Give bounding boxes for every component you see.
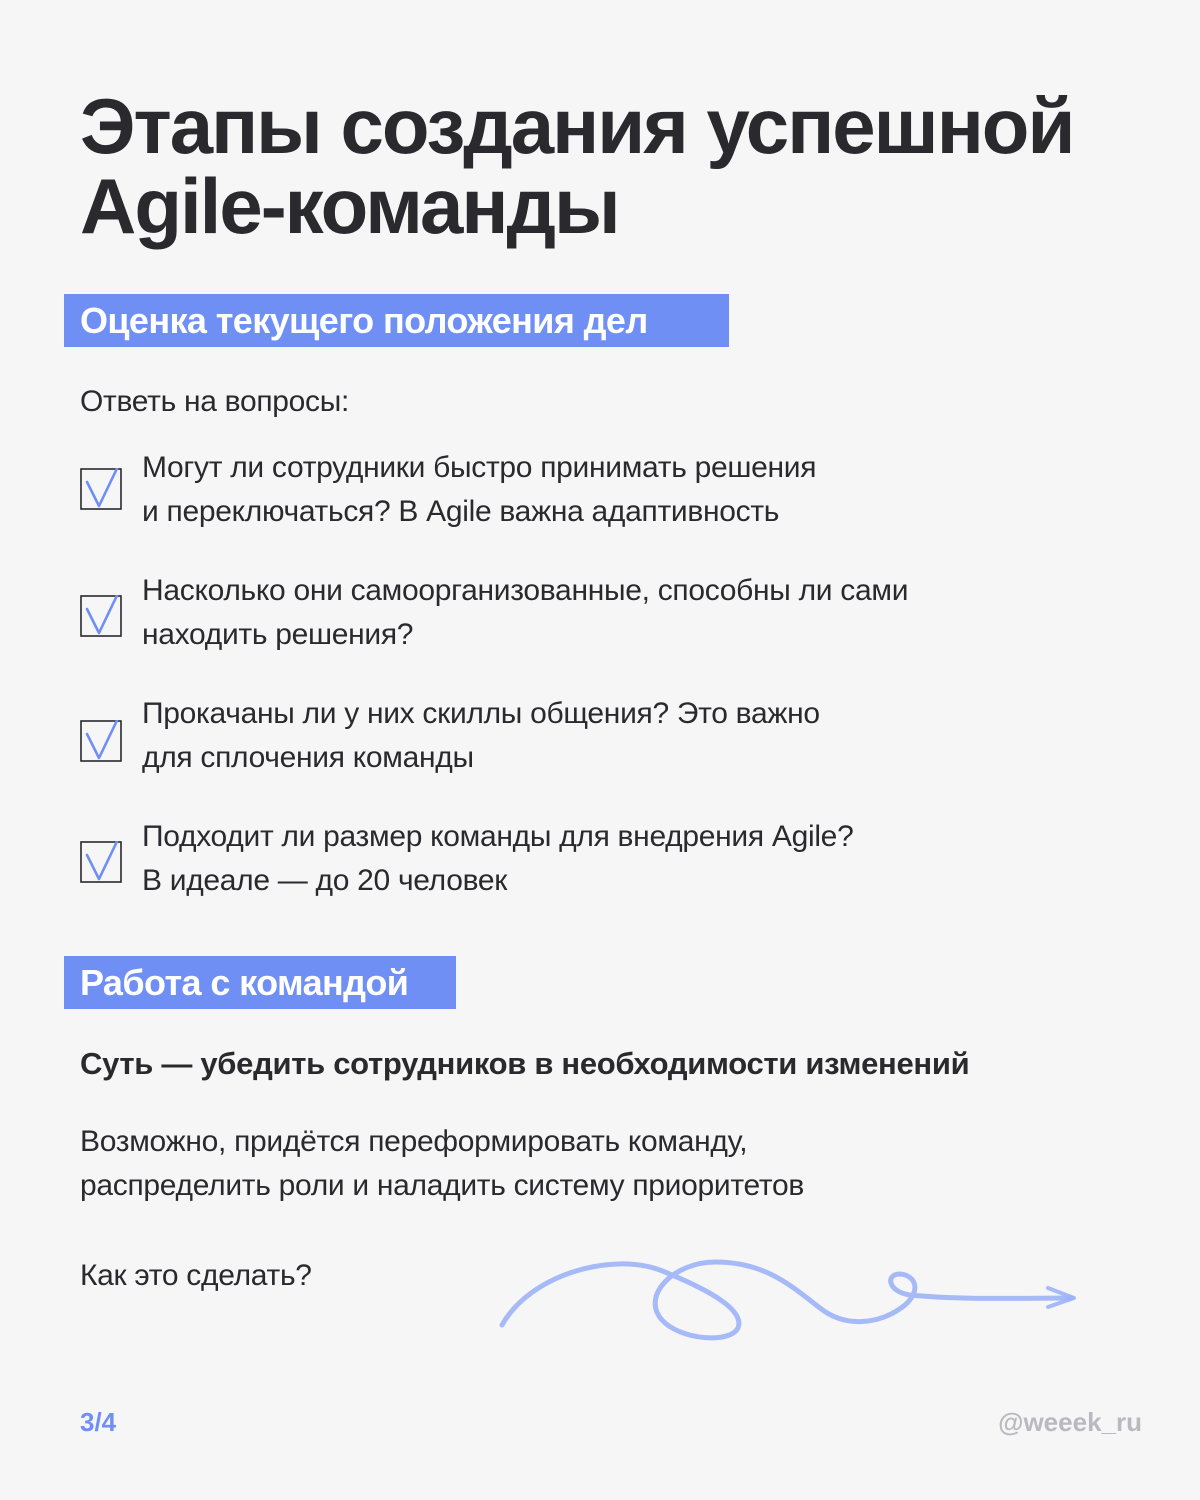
checklist-item-line: находить решения? [142, 618, 414, 651]
checklist-item-line: В идеале — до 20 человек [142, 864, 508, 897]
page-counter: 3/4 [80, 1407, 117, 1437]
body-paragraph-line: Возможно, придётся переформировать команду, [80, 1125, 748, 1158]
checklist-item-line: Насколько они самоорганизованные, способны ли сами [142, 574, 909, 607]
checkbox-checked-icon [80, 468, 122, 510]
page-title-line-2: Agile-команды [80, 162, 619, 250]
section-heading-team-work: Работа с командой [64, 956, 456, 1009]
body-paragraph [80, 1120, 804, 1208]
page-title-line-1: Этапы создания успешной [80, 82, 1074, 170]
brand-handle: @weeek_ru [998, 1407, 1142, 1437]
checklist-item-line: Прокачаны ли у них скиллы общения? Это важно [142, 697, 820, 730]
checklist-item-line: и переключаться? В Agile важна адаптивность [142, 495, 780, 528]
checkbox-checked-icon [80, 595, 122, 637]
body-paragraph-line: распределить роли и наладить систему приоритетов [80, 1169, 804, 1202]
checklist-item-text [142, 569, 1122, 657]
checklist-item-line: для сплочения команды [142, 741, 474, 774]
page-title [80, 82, 1140, 250]
key-point: Суть — убедить сотрудников в необходимости изменений [80, 1046, 970, 1081]
closing-question: Как это сделать? [80, 1259, 312, 1292]
checklist-item-line: Могут ли сотрудники быстро принимать решения [142, 451, 817, 484]
checklist-item-line: Подходит ли размер команды для внедрения Agile? [142, 820, 854, 853]
checklist-item-text [142, 446, 1122, 534]
checkbox-checked-icon [80, 841, 122, 883]
swirl-arrow-icon [490, 1240, 1090, 1350]
questions-intro: Ответь на вопросы: [80, 385, 350, 418]
checkbox-checked-icon [80, 720, 122, 762]
checklist-item-text [142, 692, 1122, 780]
checklist-item-text [142, 815, 1122, 903]
section-heading-assessment: Оценка текущего положения дел [64, 294, 729, 347]
